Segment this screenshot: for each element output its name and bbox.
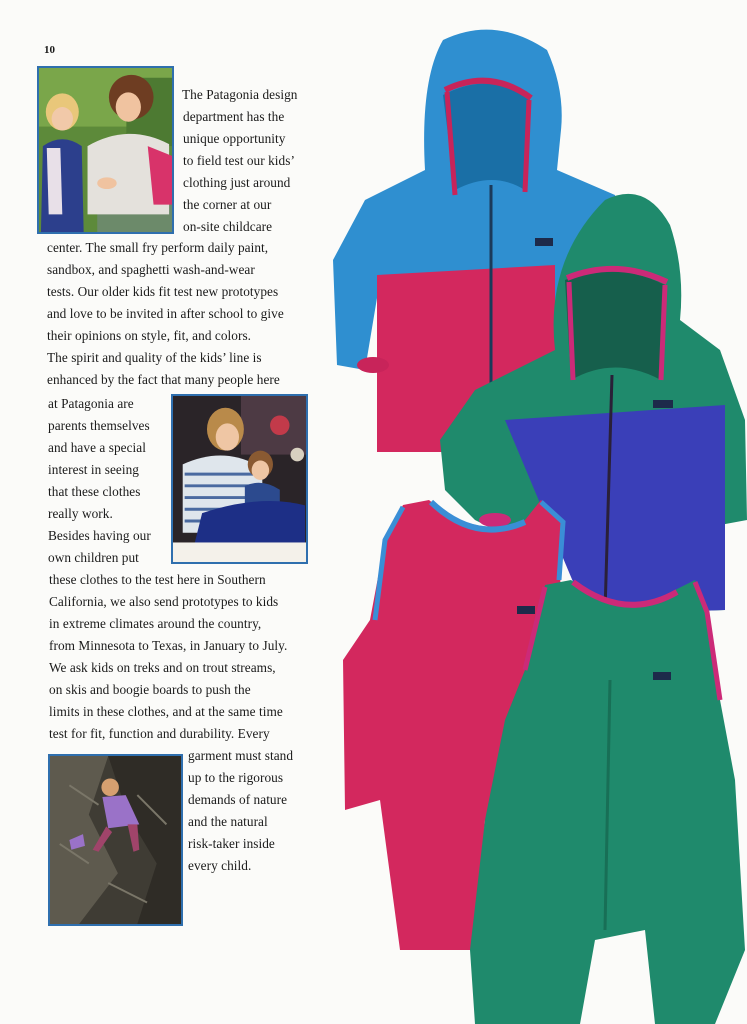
text-line: clothing just around — [183, 175, 291, 190]
text-line: parents themselves — [48, 418, 150, 433]
text-line: interest in seeing — [48, 462, 139, 477]
text-line: these clothes to the test here in Southern — [49, 572, 266, 587]
text-line: sandbox, and spaghetti wash-and-wear — [47, 262, 255, 277]
text-line: test for fit, function and durability. Every — [49, 726, 270, 741]
text-line: own children put — [48, 550, 139, 565]
text-line: on-site childcare — [183, 219, 273, 234]
text-line: that these clothes — [48, 484, 141, 499]
mother-and-child-photo — [171, 394, 308, 564]
text-line: We ask kids on treks and on trout streams, — [49, 660, 276, 675]
text-line: unique opportunity — [183, 131, 286, 146]
text-line: and have a special — [48, 440, 146, 455]
text-line: demands of nature — [188, 792, 288, 807]
text-line: department has the — [183, 109, 285, 124]
text-line: Besides having our — [48, 528, 151, 543]
kids-fleece-garments-illustration — [325, 20, 747, 1024]
page-number: 10 — [44, 44, 55, 56]
child-rock-climbing-photo — [48, 754, 183, 926]
children-with-adult-photo — [37, 66, 174, 234]
text-line: on skis and boogie boards to push the — [49, 682, 251, 697]
text-line: every child. — [188, 858, 252, 873]
text-line: risk-taker inside — [188, 836, 275, 851]
text-line: garment must stand — [188, 748, 294, 763]
text-line: California, we also send prototypes to kids — [49, 594, 279, 609]
text-line: at Patagonia are — [48, 396, 134, 411]
text-line: tests. Our older kids fit test new prototypes — [47, 284, 279, 299]
text-line: in extreme climates around the country, — [49, 616, 262, 631]
text-line: up to the rigorous — [188, 770, 284, 785]
text-line: the corner at our — [183, 197, 272, 212]
text-line: enhanced by the fact that many people here — [47, 372, 280, 387]
text-line: and love to be invited in after school to give — [47, 306, 284, 321]
text-line: and the natural — [188, 814, 268, 829]
text-line: their opinions on style, fit, and colors. — [47, 328, 252, 343]
text-line: to field test our kids’ — [183, 153, 295, 168]
text-line: The spirit and quality of the kids’ line is — [47, 350, 262, 365]
text-line: from Minnesota to Texas, in January to July. — [49, 638, 288, 653]
text-line: limits in these clothes, and at the same time — [49, 704, 283, 719]
text-line: The Patagonia design — [182, 87, 298, 102]
text-line: center. The small fry perform daily paint, — [47, 240, 269, 255]
text-line: really work. — [48, 506, 113, 521]
